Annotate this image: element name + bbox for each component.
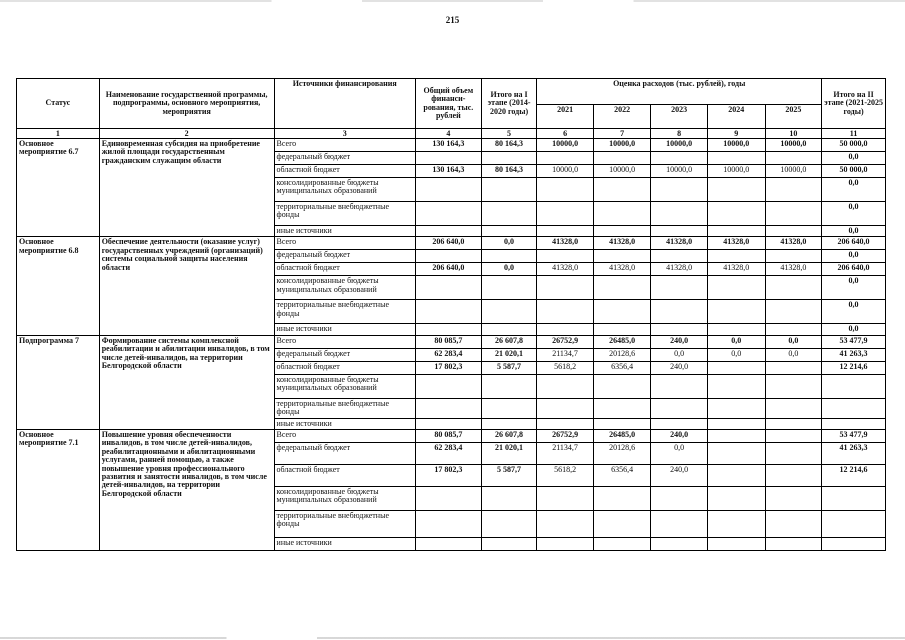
- value-y2024: [707, 300, 765, 324]
- value-y2023: [651, 418, 708, 429]
- value-y2024: [707, 510, 765, 537]
- value-y2025: [765, 537, 822, 550]
- value-stage1: [481, 276, 536, 300]
- value-y2025: [765, 510, 822, 537]
- value-stage1: 5 587,7: [481, 361, 536, 374]
- table-row: [17, 429, 886, 442]
- value-y2023: 41328,0: [651, 237, 708, 250]
- value-y2024: [707, 374, 765, 398]
- value-y2023: [651, 374, 708, 398]
- value-stage1: [481, 374, 536, 398]
- source-label: иные источники: [274, 226, 415, 237]
- value-y2021: [537, 226, 594, 237]
- value-stage1: 21 020,1: [481, 442, 536, 464]
- column-number: 6: [537, 129, 594, 139]
- value-y2022: [593, 178, 651, 202]
- value-y2023: 10000,0: [651, 165, 708, 178]
- value-y2024: 10000,0: [707, 139, 765, 152]
- source-label: консолидированные бюджеты муниципальных образований: [274, 276, 415, 300]
- value-stage1: 80 164,3: [481, 139, 536, 152]
- header-sources: Источники финансирования: [274, 79, 415, 129]
- value-stage1: [481, 152, 536, 165]
- value-y2023: [651, 250, 708, 263]
- value-total: 130 164,3: [415, 139, 481, 152]
- value-y2025: [765, 418, 822, 429]
- value-y2023: [651, 226, 708, 237]
- page-number: 215: [445, 15, 460, 25]
- value-y2025: [765, 361, 822, 374]
- value-stage2: 0,0: [822, 178, 886, 202]
- value-y2024: [707, 276, 765, 300]
- column-number: 5: [481, 129, 536, 139]
- source-label: областной бюджет: [274, 165, 415, 178]
- value-total: [415, 276, 481, 300]
- value-stage1: [481, 398, 536, 418]
- header-total: Общий объем финанси-рования, тыс. рублей: [415, 79, 481, 129]
- value-stage1: [481, 178, 536, 202]
- row-status: Основное мероприятие 7.1: [17, 429, 100, 550]
- value-y2021: [537, 418, 594, 429]
- column-number: 4: [415, 129, 481, 139]
- column-number: 8: [651, 129, 708, 139]
- value-stage1: 0,0: [481, 263, 536, 276]
- source-label: консолидированные бюджеты муниципальных образований: [274, 178, 415, 202]
- value-total: 62 283,4: [415, 348, 481, 361]
- row-status: Подпрограмма 7: [17, 335, 100, 429]
- value-total: [415, 510, 481, 537]
- value-total: [415, 178, 481, 202]
- value-y2023: [651, 486, 708, 510]
- value-y2023: [651, 324, 708, 335]
- column-number: 1: [17, 129, 100, 139]
- value-stage1: [481, 300, 536, 324]
- value-y2022: [593, 486, 651, 510]
- value-stage2: 0,0: [822, 202, 886, 226]
- value-stage1: 0,0: [481, 237, 536, 250]
- value-y2021: 21134,7: [537, 442, 594, 464]
- source-label: областной бюджет: [274, 361, 415, 374]
- value-y2025: [765, 374, 822, 398]
- value-y2022: [593, 324, 651, 335]
- value-y2023: 240,0: [651, 464, 708, 486]
- value-stage1: [481, 202, 536, 226]
- value-y2023: [651, 300, 708, 324]
- value-y2024: [707, 418, 765, 429]
- row-name: Формирование системы комплексной реабилитации и абилитации инвалидов, в том числе детей-инвалидов, на территории Белгородской области: [99, 335, 274, 429]
- value-y2022: 26485,0: [593, 429, 651, 442]
- header-status: Статус: [17, 79, 100, 129]
- budget-table: [16, 78, 886, 551]
- value-y2025: 0,0: [765, 335, 822, 348]
- value-y2025: [765, 152, 822, 165]
- header-year: 2024: [707, 105, 765, 129]
- value-stage2: [822, 537, 886, 550]
- value-y2022: 20128,6: [593, 348, 651, 361]
- header-year: 2022: [593, 105, 651, 129]
- value-y2025: [765, 300, 822, 324]
- value-y2023: [651, 537, 708, 550]
- value-y2021: 26752,9: [537, 335, 594, 348]
- value-stage2: 0,0: [822, 276, 886, 300]
- source-label: Всего: [274, 429, 415, 442]
- value-y2022: 10000,0: [593, 139, 651, 152]
- value-y2023: [651, 202, 708, 226]
- source-label: территориальные внебюджетные фонды: [274, 300, 415, 324]
- value-y2021: 5618,2: [537, 361, 594, 374]
- value-total: 130 164,3: [415, 165, 481, 178]
- value-total: [415, 226, 481, 237]
- value-y2025: [765, 202, 822, 226]
- value-y2024: [707, 250, 765, 263]
- header-stage1: Итого на I этапе (2014-2020 годы): [481, 79, 536, 129]
- value-y2021: 26752,9: [537, 429, 594, 442]
- source-label: областной бюджет: [274, 464, 415, 486]
- value-total: 17 802,3: [415, 361, 481, 374]
- value-y2021: 10000,0: [537, 165, 594, 178]
- value-stage2: 12 214,6: [822, 464, 886, 486]
- value-y2021: 5618,2: [537, 464, 594, 486]
- value-y2023: [651, 398, 708, 418]
- value-stage2: 0,0: [822, 324, 886, 335]
- value-stage2: 0,0: [822, 152, 886, 165]
- value-total: 206 640,0: [415, 263, 481, 276]
- value-y2021: [537, 300, 594, 324]
- value-y2024: 10000,0: [707, 165, 765, 178]
- source-label: иные источники: [274, 324, 415, 335]
- value-y2022: 10000,0: [593, 165, 651, 178]
- value-stage2: [822, 398, 886, 418]
- value-y2022: 6356,4: [593, 361, 651, 374]
- value-y2021: [537, 202, 594, 226]
- value-stage1: 26 607,8: [481, 429, 536, 442]
- column-number: 7: [593, 129, 651, 139]
- value-stage2: 0,0: [822, 226, 886, 237]
- source-label: иные источники: [274, 537, 415, 550]
- value-stage2: 12 214,6: [822, 361, 886, 374]
- value-total: [415, 418, 481, 429]
- value-total: [415, 537, 481, 550]
- value-y2025: 0,0: [765, 348, 822, 361]
- column-number: 3: [274, 129, 415, 139]
- table-row: [17, 335, 886, 348]
- value-y2021: [537, 537, 594, 550]
- value-stage2: 53 477,9: [822, 429, 886, 442]
- value-y2025: [765, 429, 822, 442]
- value-y2025: 10000,0: [765, 139, 822, 152]
- source-label: консолидированные бюджеты муниципальных образований: [274, 486, 415, 510]
- table-row: [17, 139, 886, 152]
- value-y2022: [593, 250, 651, 263]
- value-y2024: [707, 152, 765, 165]
- value-y2022: [593, 276, 651, 300]
- value-total: [415, 398, 481, 418]
- value-y2024: 41328,0: [707, 237, 765, 250]
- value-total: 80 085,7: [415, 429, 481, 442]
- value-y2025: [765, 442, 822, 464]
- value-y2022: [593, 374, 651, 398]
- value-y2023: [651, 152, 708, 165]
- value-y2021: [537, 250, 594, 263]
- column-number: 9: [707, 129, 765, 139]
- header-name: Наименование государственной программы, подпрограммы, основного мероприятия, мероприятия: [99, 79, 274, 129]
- source-label: федеральный бюджет: [274, 348, 415, 361]
- value-y2024: [707, 464, 765, 486]
- value-stage2: [822, 418, 886, 429]
- source-label: Всего: [274, 335, 415, 348]
- value-total: [415, 374, 481, 398]
- value-y2024: [707, 398, 765, 418]
- value-stage2: 41 263,3: [822, 442, 886, 464]
- source-label: федеральный бюджет: [274, 152, 415, 165]
- value-y2022: 41328,0: [593, 237, 651, 250]
- value-y2021: 10000,0: [537, 139, 594, 152]
- value-stage2: [822, 374, 886, 398]
- value-y2023: [651, 510, 708, 537]
- value-y2023: 10000,0: [651, 139, 708, 152]
- value-total: [415, 300, 481, 324]
- value-y2025: 41328,0: [765, 263, 822, 276]
- source-label: иные источники: [274, 418, 415, 429]
- header-year: 2021: [537, 105, 594, 129]
- value-stage2: 0,0: [822, 250, 886, 263]
- header-stage2: Итого на II этапе (2021-2025 годы): [822, 79, 886, 129]
- source-label: территориальные внебюджетные фонды: [274, 398, 415, 418]
- header-year: 2023: [651, 105, 708, 129]
- value-y2023: 240,0: [651, 361, 708, 374]
- value-stage1: [481, 418, 536, 429]
- value-stage1: 80 164,3: [481, 165, 536, 178]
- value-total: 206 640,0: [415, 237, 481, 250]
- value-y2024: [707, 361, 765, 374]
- value-y2022: 6356,4: [593, 464, 651, 486]
- source-label: федеральный бюджет: [274, 250, 415, 263]
- value-stage2: [822, 510, 886, 537]
- value-y2025: [765, 250, 822, 263]
- value-y2023: [651, 276, 708, 300]
- value-y2022: [593, 226, 651, 237]
- row-status: Основное мероприятие 6.8: [17, 237, 100, 335]
- value-y2022: [593, 152, 651, 165]
- value-y2024: [707, 178, 765, 202]
- value-stage1: [481, 510, 536, 537]
- value-y2024: 0,0: [707, 348, 765, 361]
- value-stage2: 0,0: [822, 300, 886, 324]
- value-y2022: [593, 510, 651, 537]
- value-y2021: [537, 324, 594, 335]
- value-y2024: [707, 226, 765, 237]
- scan-bottom-edge: [0, 637, 905, 639]
- value-y2022: 20128,6: [593, 442, 651, 464]
- value-y2024: [707, 486, 765, 510]
- source-label: федеральный бюджет: [274, 442, 415, 464]
- value-total: [415, 324, 481, 335]
- value-y2024: [707, 202, 765, 226]
- value-stage2: 53 477,9: [822, 335, 886, 348]
- value-y2022: [593, 300, 651, 324]
- value-y2022: [593, 418, 651, 429]
- value-stage2: 50 000,0: [822, 139, 886, 152]
- value-y2024: [707, 429, 765, 442]
- value-y2025: [765, 276, 822, 300]
- source-label: территориальные внебюджетные фонды: [274, 202, 415, 226]
- row-status: Основное мероприятие 6.7: [17, 139, 100, 237]
- value-y2021: [537, 178, 594, 202]
- value-y2023: [651, 178, 708, 202]
- value-total: [415, 202, 481, 226]
- value-stage2: 206 640,0: [822, 237, 886, 250]
- value-y2023: 41328,0: [651, 263, 708, 276]
- value-stage2: 41 263,3: [822, 348, 886, 361]
- value-total: [415, 486, 481, 510]
- value-stage1: 21 020,1: [481, 348, 536, 361]
- value-stage1: [481, 486, 536, 510]
- value-y2025: [765, 398, 822, 418]
- value-y2022: [593, 398, 651, 418]
- value-y2025: 41328,0: [765, 237, 822, 250]
- value-y2024: [707, 442, 765, 464]
- value-total: 80 085,7: [415, 335, 481, 348]
- value-y2025: 10000,0: [765, 165, 822, 178]
- value-y2022: [593, 537, 651, 550]
- value-y2021: [537, 276, 594, 300]
- value-total: 17 802,3: [415, 464, 481, 486]
- value-y2023: 240,0: [651, 335, 708, 348]
- value-stage1: [481, 226, 536, 237]
- value-y2022: 26485,0: [593, 335, 651, 348]
- source-label: консолидированные бюджеты муниципальных образований: [274, 374, 415, 398]
- row-name: Единовременная субсидия на приобретение жилой площади государственным гражданским служащим области: [99, 139, 274, 237]
- value-stage2: 50 000,0: [822, 165, 886, 178]
- value-y2021: 41328,0: [537, 263, 594, 276]
- value-y2024: [707, 537, 765, 550]
- value-y2022: 41328,0: [593, 263, 651, 276]
- value-y2023: 0,0: [651, 442, 708, 464]
- value-y2025: [765, 178, 822, 202]
- value-stage1: [481, 324, 536, 335]
- row-name: Обеспечение деятельности (оказание услуг) государственных учреждений (организаций) системы социальной защиты населения области: [99, 237, 274, 335]
- value-y2025: [765, 464, 822, 486]
- value-stage1: 5 587,7: [481, 464, 536, 486]
- value-y2021: [537, 152, 594, 165]
- column-number: 2: [99, 129, 274, 139]
- header-estimate: Оценка расходов (тыс. рублей), годы: [537, 79, 822, 105]
- header-year: 2025: [765, 105, 822, 129]
- value-y2021: 41328,0: [537, 237, 594, 250]
- value-y2021: [537, 398, 594, 418]
- value-y2023: 0,0: [651, 348, 708, 361]
- column-number: 10: [765, 129, 822, 139]
- value-y2025: [765, 226, 822, 237]
- value-stage2: 206 640,0: [822, 263, 886, 276]
- value-y2025: [765, 486, 822, 510]
- row-name: Повышение уровня обеспеченности инвалидов, в том числе детей-инвалидов, реабилитационными и абилитационными услугами, ранней помощью, а также повышение уровня профессионального развития и занятости инвалидов, в том числе детей-инвалидов, на территории Белгородской области: [99, 429, 274, 550]
- value-y2021: [537, 510, 594, 537]
- value-stage1: [481, 250, 536, 263]
- value-y2025: [765, 324, 822, 335]
- value-y2023: 240,0: [651, 429, 708, 442]
- value-y2021: [537, 374, 594, 398]
- scan-top-edge: [0, 0, 905, 2]
- table-row: [17, 237, 886, 250]
- source-label: территориальные внебюджетные фонды: [274, 510, 415, 537]
- value-y2022: [593, 202, 651, 226]
- value-y2021: 21134,7: [537, 348, 594, 361]
- source-label: Всего: [274, 139, 415, 152]
- value-total: [415, 152, 481, 165]
- source-label: Всего: [274, 237, 415, 250]
- value-y2024: [707, 324, 765, 335]
- value-y2024: 41328,0: [707, 263, 765, 276]
- column-number-row: [17, 129, 886, 139]
- value-total: [415, 250, 481, 263]
- value-stage1: 26 607,8: [481, 335, 536, 348]
- value-stage2: [822, 486, 886, 510]
- value-stage1: [481, 537, 536, 550]
- source-label: областной бюджет: [274, 263, 415, 276]
- value-y2021: [537, 486, 594, 510]
- value-total: 62 283,4: [415, 442, 481, 464]
- value-y2024: 0,0: [707, 335, 765, 348]
- column-number: 11: [822, 129, 886, 139]
